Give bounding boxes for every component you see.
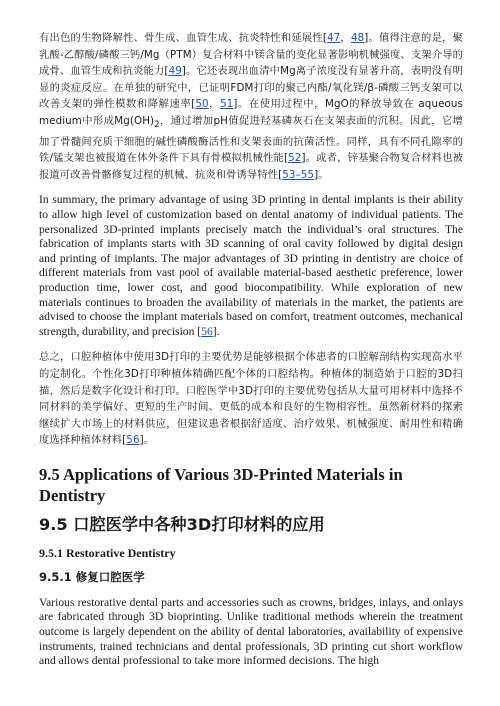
- text-run: ].: [212, 324, 220, 338]
- citation-link-47[interactable]: 47: [326, 32, 341, 44]
- subsection-heading-en: 9.5.1 Restorative Dentistry: [39, 545, 176, 560]
- text-run: ，: [340, 32, 351, 44]
- text-run: ]。: [139, 434, 155, 447]
- text-run: 总之，口腔种植体中使用3D打印的主要优势是能够根据个体患者的口腔解剖结构实现高水平的定制化。个性化3D打印种植体精确匹配个体的口腔结构。种植体的制造始于口腔的3D扫描，然后是数字化设计和打印。口腔医学中3D打印的主要优势包括从大量可用材料中选择不同材料的美学偏好、更短的生产时间、更低的成本和良好的生物相容性。虽然新材料的探索继续扩大市场上的材料供应，但建议患者根据舒适度、治疗效果、机械强度、耐用性和精确度选择种植体材料[: [39, 351, 463, 447]
- citation-link-52[interactable]: 52: [288, 152, 302, 165]
- citation-link-53-55[interactable]: 53–55: [282, 168, 315, 181]
- citation-link-56-zh[interactable]: 56: [126, 434, 140, 447]
- text-run: ]。或者，锌基聚合物复合材料也被报道可改善骨骼修复过程的机械、抗炎和骨诱导特性[: [39, 152, 463, 181]
- text-run: ]。在使用过程中，MgO的释放导致在 aqueous medium中形成Mg(OH): [39, 98, 463, 127]
- citation-link-49[interactable]: 49: [168, 65, 182, 78]
- text-run: ]。它还表现出血清中Mg离子浓度没有显著升高，表明没有明显的炎症反应。在单独的研究中，已证明FDM打印的聚己内酯/氧化镁/β-磷酸三钙支架可以改善支架的弹性模数和降解速率[: [39, 65, 463, 111]
- paragraph-zh-materials: [39, 30, 463, 183]
- section-heading-zh: 9.5 口腔医学中各种3D打印材料的应用: [39, 514, 325, 534]
- text-run: ]。: [314, 168, 329, 181]
- paragraph-en-summary: [39, 193, 463, 339]
- subscript: 2: [154, 120, 160, 131]
- section-heading-en: 9.5 Applications of Various 3D-Printed Materials in Dentistry: [39, 464, 403, 505]
- citation-link-48[interactable]: 48: [350, 32, 365, 44]
- text-run: 有出色的生物降解性、骨生成、血管生成、抗炎特性和延展性[: [39, 32, 327, 44]
- citation-link-56[interactable]: 56: [201, 324, 213, 338]
- citation-link-51[interactable]: 51: [220, 98, 234, 111]
- text-run: ，: [208, 98, 221, 111]
- citation-link-50[interactable]: 50: [195, 98, 209, 111]
- text-run: ]。值得注意的是，聚乳酸-乙醇酸/磷酸三钙/Mg（PTM）复合材料中镁含量的变化显著影响机械强度、支架介导的成骨、血管生成和抗炎能力[: [39, 32, 463, 78]
- text-run: ，通过增加pH值促进羟基磷灰石在支架表面的沉积。因此，它增加了骨髓间充质干细胞的碱性磷酸酶活性和支架表面的抗菌活性。同样，具有不同孔隙率的铁/锰支架也被报道在体外条件下具有骨模拟机械性能[: [39, 114, 463, 165]
- text-run: In summary, the primary advantage of using 3D printing in dental implants is their ability to allow high level of customization based on dental anatomy of individual patients. The personalized 3D-printed implants precisely match the individual’s oral structures. The fabrication of implants starts with 3D scanning of oral cavity followed by digital design and printing of implants. The major advantages of 3D printing in dentistry are choice of different materials from vast pool of available material-based aesthetic preference, lower production time, lower cost, and good biocompatibility. While exploration of new materials continues to broaden the availability of materials in the market, the patients are advised to choose the implant materials based on comfort, treatment outcomes, mechanical strength, durability, and precision [: [39, 193, 463, 338]
- paragraph-zh-summary: [39, 349, 463, 449]
- paragraph-en-restorative: Various restorative dental parts and accessories such as crowns, bridges, inlays, and onlays are fabricated through 3D bioprinting. Unlike traditional methods wherein the treatment outcome is largely dependent on the ability of dental laboratories, availability of expensive instruments, trained technicians and dental professionals, 3D printing cut short workflow and allows dental professional to take more informed decisions. The high: [39, 595, 463, 668]
- subsection-heading-zh: 9.5.1 修复口腔医学: [39, 569, 145, 584]
